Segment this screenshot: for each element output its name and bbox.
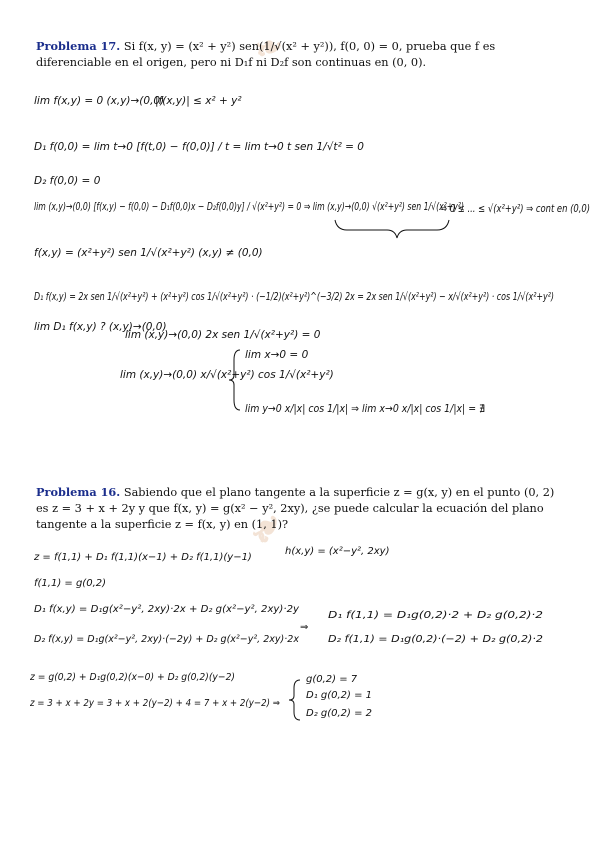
p16-line-d1g: D₁ g(0,2) = 1 [306,690,373,701]
p16-line-d1f11: D₁ f(1,1) = D₁g(0,2)·2 + D₂ g(0,2)·2 [328,610,543,621]
p16-line-g02: g(0,2) = 7 [306,674,358,685]
p17-line-limit: lim f(x,y) = 0 (x,y)→(0,0) [34,95,165,107]
p16-line-d1f: D₁ f(x,y) = D₁g(x²−y², 2xy)·2x + D₂ g(x²−y², 2xy)·2y [34,604,301,615]
p17-line-d1f: D₁ f(x,y) = 2x sen 1/√(x²+y²) + (x²+y²) cos 1/√(x²+y²) · (−1/2)(x²+y²)^(−3/2) 2x = 2x sen 1/√(x²+y²) − x/√(x²+y²) · cos 1/√(x²+y²) [34,291,554,303]
watermark-bottom: ❧ [238,502,296,555]
p16-line-d2g: D₂ g(0,2) = 2 [306,708,373,719]
p16-line-compare: z = 3 + x + 2y = 3 + x + 2(y−2) + 4 = 7 + x + 2(y−2) ⇒ [29,698,281,709]
p16-line-plane: z = f(1,1) + D₁ f(1,1)(x−1) + D₂ f(1,1)(y−1) [34,552,252,563]
p16-line-d2f11: D₂ f(1,1) = D₁g(0,2)·(−2) + D₂ g(0,2)·2 [328,634,543,645]
p17-line-lim2: lim (x,y)→(0,0) x/√(x²+y²) cos 1/√(x²+y²) [120,369,334,381]
p17-line-d1: D₁ f(0,0) = lim t→0 [f(t,0) − f(0,0)] / t = lim t→0 t sen 1/√t² = 0 [34,141,365,153]
underbrace [335,220,449,238]
p17-line-d2: D₂ f(0,0) = 0 [34,175,101,187]
p16-line-tangent-g: z = g(0,2) + D₁g(0,2)(x−0) + D₂ g(0,2)(y−2) [29,672,235,683]
p16-line-h: h(x,y) = (x²−y², 2xy) [285,546,390,557]
problem-17-text: Si f(x, y) = (x² + y²) sen(1/√(x² + y²)), f(0, 0) = 0, prueba que f es diferenciable en el origen, pero ni D₁f ni D₂f son continuas en (0, 0). [36,40,496,69]
p17-line-limd1: lim D₁ f(x,y) ? (x,y)→(0,0) [34,321,167,333]
problem-16-text: Sabiendo que el plano tangente a la superficie z = g(x, y) en el punto (0, 2) es z = 3 + x + 2y y que f(x, y) = g(x² − y², 2xy), ¿se puede calcular la ecuación del plano tangente a la superficie z = f(x, y) en (1, 1)? [36,486,555,531]
p17-line-case2: lim y→0 x/|x| cos 1/|x| ⇒ lim x→0 x/|x| cos 1/|x| = ∄ [245,403,485,415]
p17-line-bound: |f(x,y)| ≤ x² + y² [155,95,242,107]
p17-line-f: f(x,y) = (x²+y²) sen 1/√(x²+y²) (x,y) ≠ (0,0) [34,247,263,259]
p17-line-diff: lim (x,y)→(0,0) [f(x,y) − f(0,0) − D₁f(0,0)x − D₂f(0,0)y] / √(x²+y²) = 0 ⇒ lim (x,y)→(0,0) √(x²+y²) sen 1/√(x²+y²) [34,201,464,213]
p17-line-lim1: lim (x,y)→(0,0) 2x sen 1/√(x²+y²) = 0 [125,329,321,341]
p16-line-f11: f(1,1) = g(0,2) [34,578,107,589]
p17-line-squeeze: ⇒ 0 ≤ ... ≤ √(x²+y²) ⇒ cont en (0,0) [440,203,590,215]
problem-16-label: Problema 16. [36,485,121,499]
watermark-top: ❧ [249,24,290,72]
p16-arrow: ⇒ [300,622,309,633]
p16-brace [289,680,300,720]
problem-17-label: Problema 17. [36,39,121,53]
p17-line-case1: lim x→0 = 0 [245,349,309,361]
p16-line-d2f: D₂ f(x,y) = D₁g(x²−y², 2xy)·(−2y) + D₂ g(x²−y², 2xy)·2x [34,634,300,645]
